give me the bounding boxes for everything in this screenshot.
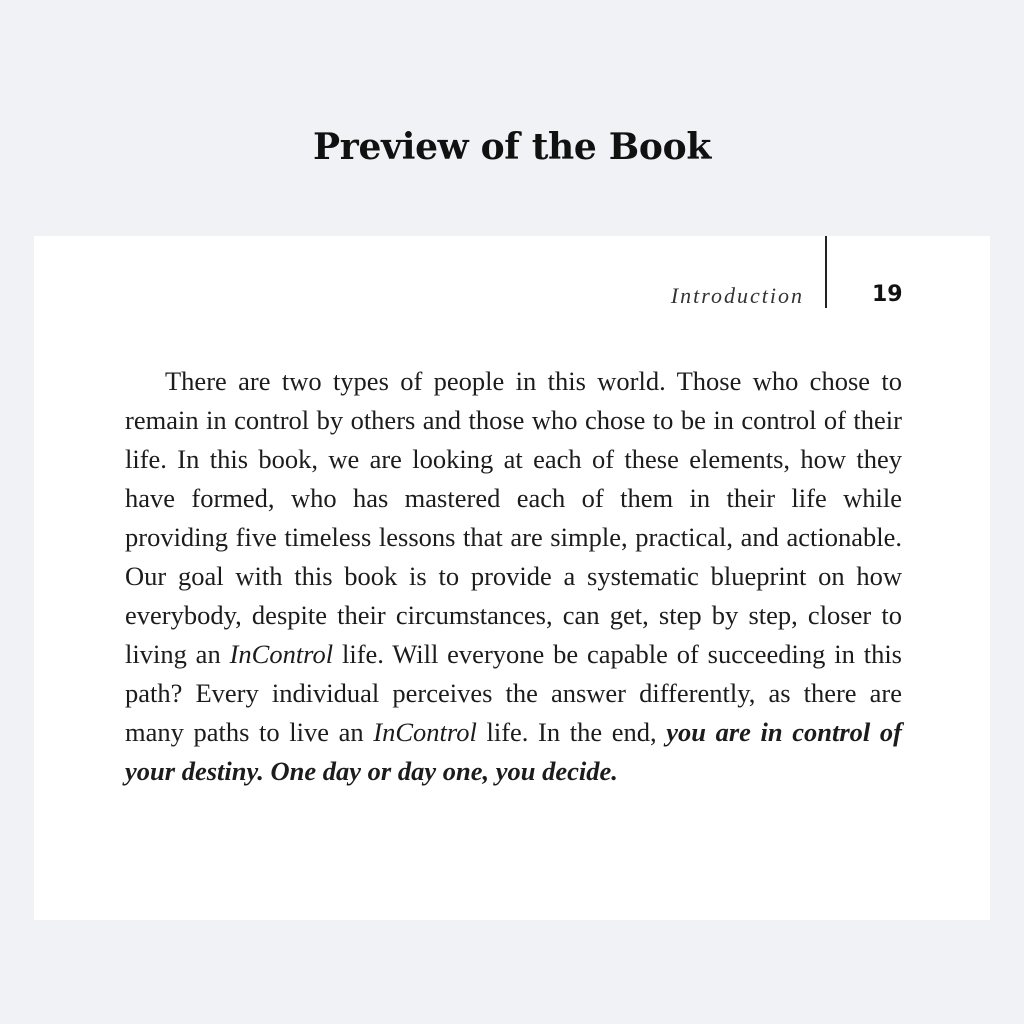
paragraph-text: There are two types of people in this world. Those who chose to remain in control by others and those who chose to be in control of their life. In this book, we are looking at each of these elements, how they have formed, who has mastered each of them in their life while providing five timeless lessons that are simple, practical, and actionable. Our goal with this book is to provide a systematic blueprint on how everybody, despite their circumstances, can get, step by step, closer to living an (125, 366, 902, 669)
page-title: Preview of the Book (313, 126, 711, 168)
body-paragraph (125, 362, 902, 791)
bold-italic-closing: you are in control of your destiny. One day or day one, you decide. (125, 717, 902, 786)
italic-term: InControl (229, 639, 334, 669)
paragraph-text: life. Will everyone be capable of succeeding in this path? Every individual perceives the answer differently, as there are many paths to live an (125, 639, 902, 747)
page-number: 19 (872, 282, 903, 307)
book-page-preview (34, 236, 990, 920)
paragraph-text: life. In the end, (476, 717, 667, 747)
running-head: Introduction (670, 283, 804, 308)
italic-term: InControl (373, 717, 477, 747)
header-divider (825, 236, 827, 308)
